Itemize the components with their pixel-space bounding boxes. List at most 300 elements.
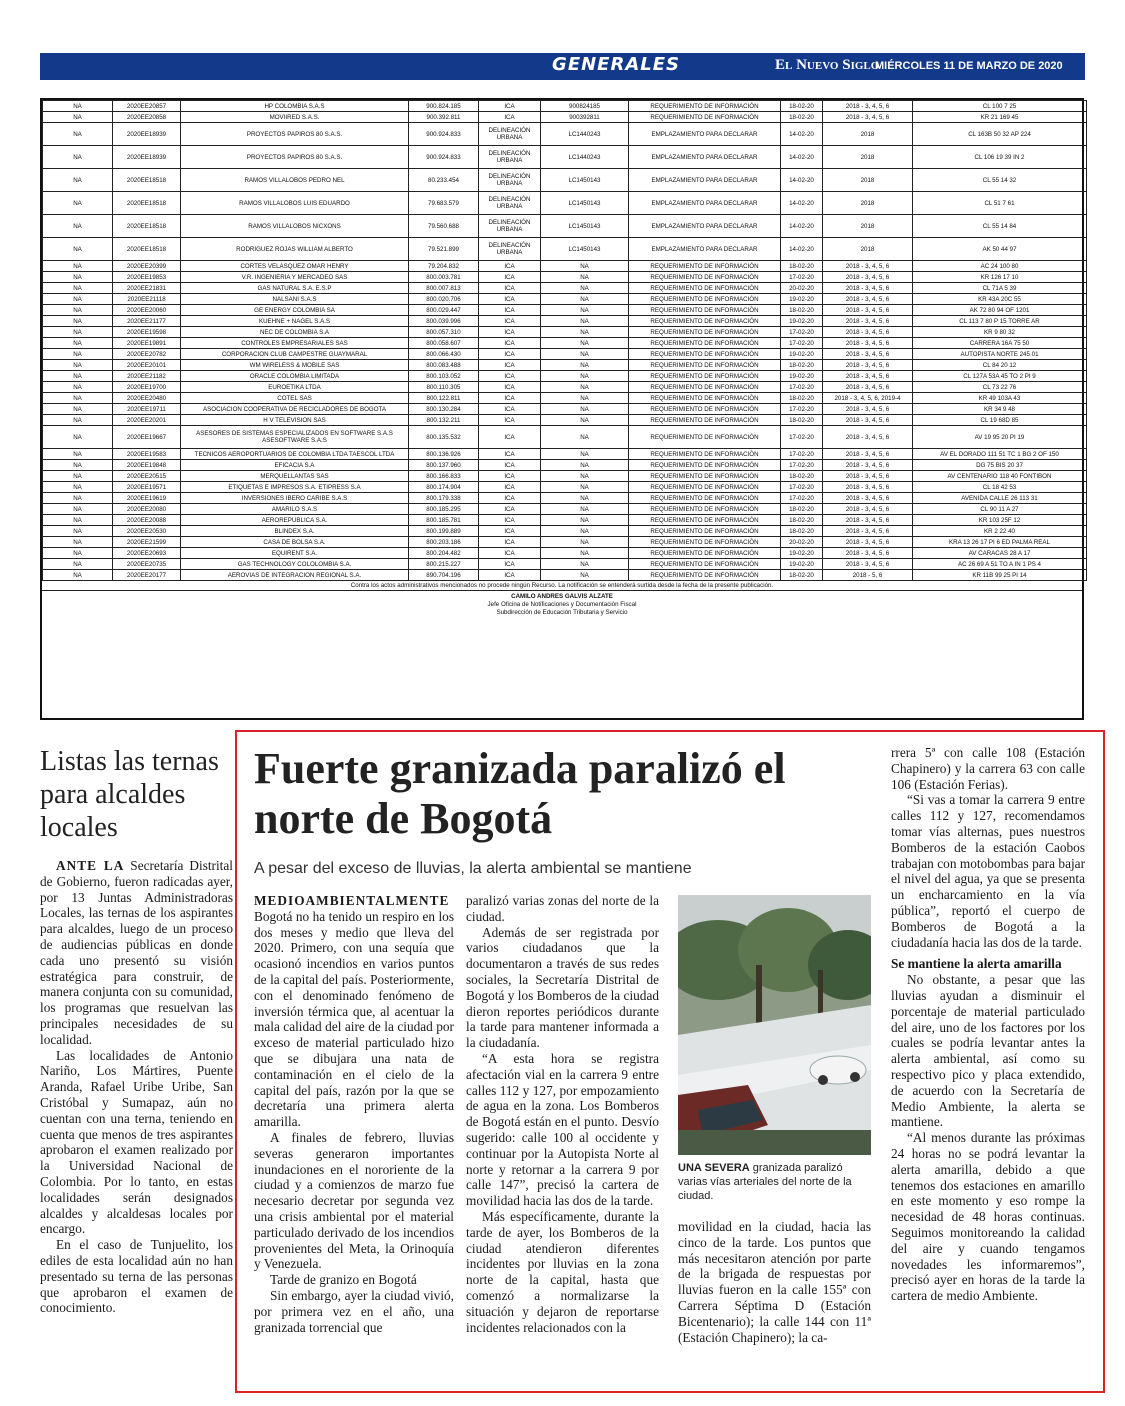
table-cell: 2020EE19700	[113, 382, 181, 393]
table-cell: TECNICOS AEROPORTUARIOS DE COLOMBIA LTDA TAESCOL LTDA	[181, 449, 409, 460]
table-cell: NA	[541, 360, 629, 371]
table-cell: NA	[43, 415, 113, 426]
table-cell: 2018 - 3, 4, 5, 6	[823, 112, 913, 123]
table-row	[43, 215, 1087, 238]
table-cell: NA	[43, 382, 113, 393]
table-cell: 2020EE18939	[113, 146, 181, 169]
table-row	[43, 327, 1087, 338]
table-cell: NA	[43, 548, 113, 559]
table-cell: 20-02-20	[781, 537, 823, 548]
table-cell: NA	[43, 349, 113, 360]
table-cell: 2018 - 3, 4, 5, 6	[823, 471, 913, 482]
table-cell: REQUERIMIENTO DE INFORMACIÓN	[629, 294, 781, 305]
table-cell: NA	[43, 526, 113, 537]
table-row	[43, 515, 1087, 526]
main-column-2	[466, 893, 659, 1335]
table-cell: 14-02-20	[781, 123, 823, 146]
table-cell: REQUERIMIENTO DE INFORMACIÓN	[629, 393, 781, 404]
table-row	[43, 261, 1087, 272]
table-cell: NA	[541, 283, 629, 294]
table-cell: 17-02-20	[781, 382, 823, 393]
table-cell: NA	[43, 559, 113, 570]
table-cell: LC1450143	[541, 192, 629, 215]
table-cell: 2018 - 3, 4, 5, 6	[823, 426, 913, 449]
table-row	[43, 404, 1087, 415]
main-paragraph-4: Sin embargo, ayer la ciudad vivió, por primera vez en el año, una granizada torrencial que	[254, 1287, 454, 1335]
table-cell: ICA	[479, 112, 541, 123]
table-cell: 2018 - 3, 4, 5, 6	[823, 449, 913, 460]
table-cell: EMPLAZAMIENTO PARA DECLARAR	[629, 169, 781, 192]
main-column-4	[891, 745, 1085, 1304]
table-cell: 14-02-20	[781, 215, 823, 238]
table-cell: EFICACIA S.A	[181, 460, 409, 471]
table-cell: NA	[541, 449, 629, 460]
table-cell: 2020EE20080	[113, 504, 181, 515]
page-number: 23A	[1085, 54, 1122, 76]
table-cell: LC1440243	[541, 123, 629, 146]
hailstorm-photo-graphic	[678, 895, 871, 1155]
table-row	[43, 393, 1087, 404]
photo-caption	[678, 1161, 871, 1203]
table-row	[43, 537, 1087, 548]
table-cell: NA	[43, 515, 113, 526]
table-cell: CL 18 42 53	[913, 482, 1087, 493]
table-cell: 2020EE20177	[113, 570, 181, 581]
side-paragraph-1: Secretaría Distrital de Gobierno, fueron radicadas ayer, por 13 Juntas Administradoras Locales, las ternas de los aspirantes para alcaldes, luego de un proceso de audiencias públicas en donde cada uno presentó su visión estratégica para construir, de manera conjunta con su comunidad, los programas que resuelvan las principales necesidades de su localidad.	[40, 858, 233, 1047]
table-row	[43, 415, 1087, 426]
table-row	[43, 349, 1087, 360]
table-cell: NA	[541, 305, 629, 316]
table-cell: REQUERIMIENTO DE INFORMACIÓN	[629, 526, 781, 537]
table-cell: 800.039.996	[409, 316, 479, 327]
table-cell: 800.185.295	[409, 504, 479, 515]
table-cell: 18-02-20	[781, 360, 823, 371]
table-cell: 2020EE20088	[113, 515, 181, 526]
table-cell: REQUERIMIENTO DE INFORMACIÓN	[629, 316, 781, 327]
table-cell: ICA	[479, 338, 541, 349]
table-cell: REQUERIMIENTO DE INFORMACIÓN	[629, 360, 781, 371]
table-cell: 900392811	[541, 112, 629, 123]
table-cell: REQUERIMIENTO DE INFORMACIÓN	[629, 426, 781, 449]
table-cell: 19-02-20	[781, 294, 823, 305]
table-cell: KR 2 22 40	[913, 526, 1087, 537]
table-cell: 800.179.338	[409, 493, 479, 504]
table-row	[43, 101, 1087, 112]
table-cell: KR 126 17 10	[913, 272, 1087, 283]
table-cell: 18-02-20	[781, 261, 823, 272]
main-paragraph-10: rrera 5ª con calle 108 (Estación Chapinero) y la carrera 63 con calle 106 (Estación Ferias).	[891, 745, 1085, 792]
table-cell: REQUERIMIENTO DE INFORMACIÓN	[629, 482, 781, 493]
table-cell: 17-02-20	[781, 460, 823, 471]
table-cell: 2020EE18518	[113, 215, 181, 238]
hailstorm-photo	[678, 895, 871, 1155]
table-cell: AEROVIAS DE INTEGRACION REGIONAL S.A.	[181, 570, 409, 581]
table-cell: 800.066.430	[409, 349, 479, 360]
table-cell: DELINEACIÓN URBANA	[479, 123, 541, 146]
table-cell: 79.204.832	[409, 261, 479, 272]
table-cell: REQUERIMIENTO DE INFORMACIÓN	[629, 404, 781, 415]
table-cell: 900824185	[541, 101, 629, 112]
table-cell: REQUERIMIENTO DE INFORMACIÓN	[629, 460, 781, 471]
table-cell: 800.057.310	[409, 327, 479, 338]
table-cell: 2018	[823, 238, 913, 261]
table-cell: COTEL SAS	[181, 393, 409, 404]
table-cell: AEROREPUBLICA S.A.	[181, 515, 409, 526]
table-row	[43, 238, 1087, 261]
table-cell: DELINEACIÓN URBANA	[479, 169, 541, 192]
table-cell: ICA	[479, 393, 541, 404]
table-cell: 2018 - 3, 4, 5, 6, 2019-4	[823, 393, 913, 404]
table-cell: REQUERIMIENTO DE INFORMACIÓN	[629, 272, 781, 283]
table-cell: 2020EE20857	[113, 101, 181, 112]
table-row	[43, 360, 1087, 371]
table-cell: 2018 - 3, 4, 5, 6	[823, 559, 913, 570]
table-cell: ASESORES DE SISTEMAS ESPECIALIZADOS EN SOFTWARE S.A.S ASESOFTWARE S.A.S	[181, 426, 409, 449]
table-cell: 800.137.960	[409, 460, 479, 471]
table-cell: 2020EE20858	[113, 112, 181, 123]
table-cell: EMPLAZAMIENTO PARA DECLARAR	[629, 146, 781, 169]
table-cell: REQUERIMIENTO DE INFORMACIÓN	[629, 515, 781, 526]
table-cell: NA	[43, 360, 113, 371]
table-cell: REQUERIMIENTO DE INFORMACIÓN	[629, 112, 781, 123]
table-cell: ICA	[479, 327, 541, 338]
table-row	[43, 112, 1087, 123]
table-cell: DG 75 BIS 20 37	[913, 460, 1087, 471]
table-cell: EQUIRENT S.A.	[181, 548, 409, 559]
table-row	[43, 192, 1087, 215]
table-cell: 2020EE21831	[113, 283, 181, 294]
table-cell: NA	[541, 570, 629, 581]
table-row	[43, 338, 1087, 349]
table-cell: REQUERIMIENTO DE INFORMACIÓN	[629, 371, 781, 382]
table-cell: KR 21 169 45	[913, 112, 1087, 123]
main-paragraph-12: No obstante, a pesar que las lluvias ayudan a disminuir el porcentaje de material particulado del aire, uno de los factores por los cuales se podría levantar antes la alerta ambiental, así como su respectivo pico y placa extendido, de acuerdo con la Secretaría de Medio Ambiente, la alerta se mantiene.	[891, 972, 1085, 1130]
table-cell: 17-02-20	[781, 426, 823, 449]
table-cell: HP COLOMBIA S.A.S	[181, 101, 409, 112]
table-cell: 18-02-20	[781, 471, 823, 482]
table-row	[43, 382, 1087, 393]
table-cell: AMARILO S.A.S	[181, 504, 409, 515]
table-cell: RAMOS VILLALOBOS PEDRO NEL	[181, 169, 409, 192]
table-cell: REQUERIMIENTO DE INFORMACIÓN	[629, 261, 781, 272]
table-cell: 2018 - 3, 4, 5, 6	[823, 482, 913, 493]
table-cell: REQUERIMIENTO DE INFORMACIÓN	[629, 504, 781, 515]
table-cell: 2020EE19711	[113, 404, 181, 415]
main-subhead: A pesar del exceso de lluvias, la alerta ambiental se mantiene	[254, 860, 692, 877]
table-cell: NA	[541, 338, 629, 349]
table-cell: NA	[43, 460, 113, 471]
table-cell: 2020EE18939	[113, 123, 181, 146]
table-cell: PROYECTOS PAPIROS 80 S.A.S.	[181, 146, 409, 169]
table-cell: 2018	[823, 123, 913, 146]
main-paragraph-7: “A esta hora se registra afectación vial en la carrera 9 entre calles 112 y 127, por empozamiento de agua en la zona. Los Bomberos de Bogotá están en el punto. Desvío sugerido: calle 100 al occidente y continuar por la Autopista Norte al norte y retornar a la carrera 9 por calle 147”, precisó la cartera de movilidad hacia las dos de la tarde.	[466, 1050, 659, 1209]
table-cell: 900.924.833	[409, 146, 479, 169]
table-cell: NA	[43, 493, 113, 504]
table-cell: NA	[43, 101, 113, 112]
table-cell: CL 84 20 12	[913, 360, 1087, 371]
main-paragraph-9: movilidad en la ciudad, hacia las cinco de la tarde. Los puntos que más necesitaron atención por parte de la brigada de respuestas por lluvias fueron en la calle 155ª con Carrera Séptima D (Estación Bicentenario); la calle 144 con 11ª (Estación Chapinero); la ca-	[678, 1219, 871, 1345]
table-row	[43, 559, 1087, 570]
table-cell: 2018 - 3, 4, 5, 6	[823, 415, 913, 426]
table-cell: 2020EE20735	[113, 559, 181, 570]
table-cell: 2020EE20515	[113, 471, 181, 482]
table-cell: ICA	[479, 294, 541, 305]
table-cell: 2020EE19853	[113, 272, 181, 283]
table-cell: CASA DE BOLSA S.A.	[181, 537, 409, 548]
table-cell: 800.132.211	[409, 415, 479, 426]
table-cell: REQUERIMIENTO DE INFORMACIÓN	[629, 537, 781, 548]
table-cell: CL 51 7 61	[913, 192, 1087, 215]
table-cell: ICA	[479, 272, 541, 283]
table-cell: 2018 - 3, 4, 5, 6	[823, 371, 913, 382]
table-cell: NA	[43, 471, 113, 482]
table-cell: DELINEACIÓN URBANA	[479, 215, 541, 238]
table-cell: NA	[43, 482, 113, 493]
table-cell: 18-02-20	[781, 112, 823, 123]
table-cell: KR 49 103A 43	[913, 393, 1087, 404]
table-cell: DELINEACIÓN URBANA	[479, 146, 541, 169]
table-cell: NA	[43, 112, 113, 123]
main-paragraph-8: Más específicamente, durante la tarde de ayer, los Bomberos de la ciudad atendieron diferentes incidentes por lluvias en la zona norte de la capital, hasta que comenzó a normalizarse la situación y dejaron de reportarse incidentes relacionados con la	[466, 1208, 659, 1335]
table-cell: NA	[43, 305, 113, 316]
table-cell: 18-02-20	[781, 526, 823, 537]
table-cell: NA	[43, 426, 113, 449]
table-cell: 14-02-20	[781, 192, 823, 215]
table-cell: 2020EE21118	[113, 294, 181, 305]
table-cell: AK 72 80 94 OF 1201	[913, 305, 1087, 316]
table-cell: 2018 - 3, 4, 5, 6	[823, 101, 913, 112]
table-cell: 900.392.811	[409, 112, 479, 123]
table-cell: LC1450143	[541, 238, 629, 261]
table-cell: 890.704.196	[409, 570, 479, 581]
table-cell: MERQUELLANTAS SAS	[181, 471, 409, 482]
table-cell: 900.924.833	[409, 123, 479, 146]
table-cell: 800.003.781	[409, 272, 479, 283]
section-name: GENERALES	[552, 54, 680, 75]
table-cell: NA	[43, 215, 113, 238]
table-row	[43, 371, 1087, 382]
table-cell: AC 24 100 80	[913, 261, 1087, 272]
table-cell: 2018 - 3, 4, 5, 6	[823, 338, 913, 349]
table-cell: 14-02-20	[781, 238, 823, 261]
table-cell: 800.166.833	[409, 471, 479, 482]
table-cell: 2018 - 3, 4, 5, 6	[823, 261, 913, 272]
table-cell: 2020EE19667	[113, 426, 181, 449]
table-cell: REQUERIMIENTO DE INFORMACIÓN	[629, 559, 781, 570]
table-cell: ICA	[479, 504, 541, 515]
table-cell: 17-02-20	[781, 272, 823, 283]
table-cell: 800.122.811	[409, 393, 479, 404]
table-cell: NA	[43, 404, 113, 415]
table-cell: REQUERIMIENTO DE INFORMACIÓN	[629, 349, 781, 360]
table-cell: 17-02-20	[781, 449, 823, 460]
table-cell: 2020EE19583	[113, 449, 181, 460]
table-cell: 18-02-20	[781, 305, 823, 316]
signature-role: Jefe Oficina de Notificaciones y Documentación Fiscal	[487, 601, 637, 608]
table-cell: 18-02-20	[781, 515, 823, 526]
table-cell: 800.136.926	[409, 449, 479, 460]
table-cell: NA	[541, 482, 629, 493]
table-cell: 2018 - 3, 4, 5, 6	[823, 515, 913, 526]
table-cell: LC1440243	[541, 146, 629, 169]
table-row	[43, 570, 1087, 581]
table-cell: NA	[541, 261, 629, 272]
table-cell: NA	[541, 559, 629, 570]
table-cell: 2018 - 3, 4, 5, 6	[823, 404, 913, 415]
table-cell: NA	[541, 426, 629, 449]
table-cell: NA	[43, 146, 113, 169]
notifications-table-frame	[40, 98, 1084, 720]
table-cell: ICA	[479, 283, 541, 294]
table-cell: 2018 - 3, 4, 5, 6	[823, 537, 913, 548]
table-cell: NA	[43, 316, 113, 327]
table-cell: NA	[43, 272, 113, 283]
table-cell: 18-02-20	[781, 570, 823, 581]
table-cell: 2020EE18518	[113, 169, 181, 192]
section-subheading: Se mantiene la alerta amarilla	[891, 956, 1062, 972]
table-cell: ICA	[479, 548, 541, 559]
table-cell: 14-02-20	[781, 169, 823, 192]
table-cell: NA	[541, 382, 629, 393]
table-cell: GAS NATURAL S.A. E.S.P	[181, 283, 409, 294]
table-cell: GE ENERGY COLOMBIA SA	[181, 305, 409, 316]
table-cell: 2020EE19571	[113, 482, 181, 493]
table-cell: 2020EE21177	[113, 316, 181, 327]
table-cell: AV EL DORADO 111 51 TC 1 BG 2 OF 150	[913, 449, 1087, 460]
table-cell: 800.130.284	[409, 404, 479, 415]
table-cell: LC1450143	[541, 169, 629, 192]
table-cell: RODRIGUEZ ROJAS WILLIAM ALBERTO	[181, 238, 409, 261]
table-cell: 2018 - 5, 6	[823, 570, 913, 581]
table-cell: 2020EE20530	[113, 526, 181, 537]
table-cell: 2018 - 3, 4, 5, 6	[823, 272, 913, 283]
table-cell: NA	[541, 493, 629, 504]
table-cell: ICA	[479, 101, 541, 112]
table-cell: NA	[541, 548, 629, 559]
table-cell: ICA	[479, 493, 541, 504]
table-cell: 2018 - 3, 4, 5, 6	[823, 305, 913, 316]
table-cell: EUROETIKA LTDA	[181, 382, 409, 393]
table-cell: DELINEACIÓN URBANA	[479, 192, 541, 215]
table-cell: ICA	[479, 371, 541, 382]
table-cell: REQUERIMIENTO DE INFORMACIÓN	[629, 449, 781, 460]
side-paragraph-3: En el caso de Tunjuelito, los ediles de esta localidad aún no han presentado su terna de las personas que aprobaron el examen de conocimiento.	[40, 1237, 233, 1316]
table-cell: NA	[541, 404, 629, 415]
table-row	[43, 146, 1087, 169]
main-headline: Fuerte granizada paralizó el norte de Bogotá	[254, 744, 786, 843]
table-cell: AUTOPISTA NORTE 245 01	[913, 349, 1087, 360]
main-paragraph-1: Bogotá no ha tenido un respiro en los dos meses y medio que lleva del 2020. Primero, con una sequía que ocasionó incendios en varios puntos de la capital del país. Posteriormente, con el denominado fenómeno de inversión térmica que, al acentuar la mala calidad del aire de la ciudad por exceso de material particulado hizo que se dibujara una nata de contaminación en el cielo de la capital del país, razón por la que se decretaría una primera alerta amarilla.	[254, 908, 454, 1130]
page-header	[40, 53, 1122, 80]
table-cell: 18-02-20	[781, 504, 823, 515]
table-cell: 2018 - 3, 4, 5, 6	[823, 327, 913, 338]
table-cell: CL 163B 50 32 AP 224	[913, 123, 1087, 146]
table-cell: CL 73 22 76	[913, 382, 1087, 393]
table-cell: NALSANI S.A.S	[181, 294, 409, 305]
signature-office: Subdirección de Educación Tributaria y Servicio	[496, 609, 628, 616]
table-cell: V.R. INGENIERIA Y MERCADEO SAS	[181, 272, 409, 283]
table-cell: 2020EE20201	[113, 415, 181, 426]
newspaper-name: El Nuevo Siglo	[775, 57, 880, 73]
table-cell: NA	[541, 371, 629, 382]
table-cell: 800.174.904	[409, 482, 479, 493]
notifications-table	[42, 100, 1087, 581]
table-cell: REQUERIMIENTO DE INFORMACIÓN	[629, 570, 781, 581]
table-cell: PROYECTOS PAPIROS 80 S.A.S.	[181, 123, 409, 146]
table-cell: 19-02-20	[781, 349, 823, 360]
caption-text: granizada paralizó varias vías arteriales del norte de la ciudad.	[678, 1162, 852, 1202]
table-body	[43, 101, 1087, 581]
table-cell: ICA	[479, 349, 541, 360]
table-cell: EMPLAZAMIENTO PARA DECLARAR	[629, 123, 781, 146]
table-cell: REQUERIMIENTO DE INFORMACIÓN	[629, 382, 781, 393]
table-cell: ASOCIACION COOPERATIVA DE RECICLADORES DE BOGOTA	[181, 404, 409, 415]
table-cell: REQUERIMIENTO DE INFORMACIÓN	[629, 548, 781, 559]
table-cell: NA	[43, 504, 113, 515]
table-note: Contra los actos administrativos mencionados no procede ningún Recurso. La notificación se entenderá surtida desde la fecha de la presente publicación.	[42, 581, 1082, 591]
table-cell: NA	[43, 537, 113, 548]
table-cell: 2018 - 3, 4, 5, 6	[823, 460, 913, 471]
issue-date: MIÉRCOLES 11 DE MARZO DE 2020	[875, 60, 1063, 72]
table-cell: NA	[43, 570, 113, 581]
table-cell: KR 11B 99 25 PI 14	[913, 570, 1087, 581]
table-cell: NA	[43, 294, 113, 305]
table-cell: 18-02-20	[781, 101, 823, 112]
table-cell: 2018 - 3, 4, 5, 6	[823, 294, 913, 305]
table-cell: NA	[43, 123, 113, 146]
table-cell: 2018	[823, 146, 913, 169]
table-cell: NA	[541, 526, 629, 537]
table-cell: KR 9 80 32	[913, 327, 1087, 338]
table-cell: RAMOS VILLALOBOS LUIS EDUARDO	[181, 192, 409, 215]
table-cell: 2018 - 3, 4, 5, 6	[823, 283, 913, 294]
main-paragraph-2: A finales de febrero, lluvias severas generaron importantes inundaciones en el nororiente de la ciudad y a comienzos de marzo fue necesario decretar por segunda vez una crisis ambiental por el material particulado derivado de los incendios provenientes del Meta, la Orinoquía y Venezuela.	[254, 1129, 454, 1272]
table-cell: 900.824.185	[409, 101, 479, 112]
table-cell: WM WIRELESS & MOBILE SAS	[181, 360, 409, 371]
table-cell: NA	[541, 272, 629, 283]
table-row	[43, 482, 1087, 493]
table-cell: 2018 - 3, 4, 5, 6	[823, 548, 913, 559]
table-cell: EMPLAZAMIENTO PARA DECLARAR	[629, 238, 781, 261]
table-cell: 2020EE19891	[113, 338, 181, 349]
table-cell: RAMOS VILLALOBOS NICXONS	[181, 215, 409, 238]
table-cell: 2018	[823, 215, 913, 238]
table-cell: KRA 13 26 17 PI 6 ED PALMA REAL	[913, 537, 1087, 548]
table-row	[43, 526, 1087, 537]
table-row	[43, 426, 1087, 449]
main-paragraph-3: Tarde de granizo en Bogotá	[270, 1272, 417, 1288]
table-cell: EMPLAZAMIENTO PARA DECLARAR	[629, 192, 781, 215]
table-cell: 2020EE19848	[113, 460, 181, 471]
table-cell: ICA	[479, 305, 541, 316]
table-cell: 2020EE20693	[113, 548, 181, 559]
table-row	[43, 123, 1087, 146]
table-cell: KR 34 9 48	[913, 404, 1087, 415]
table-cell: REQUERIMIENTO DE INFORMACIÓN	[629, 493, 781, 504]
table-cell: CONTROLES EMPRESARIALES SAS	[181, 338, 409, 349]
table-cell: 20-02-20	[781, 283, 823, 294]
table-cell: 2018 - 3, 4, 5, 6	[823, 349, 913, 360]
table-cell: 800.110.305	[409, 382, 479, 393]
table-cell: CL 19 68D 85	[913, 415, 1087, 426]
table-cell: NA	[541, 415, 629, 426]
table-cell: AVENIDA CALLE 26 113 31	[913, 493, 1087, 504]
main-column-1	[254, 893, 454, 1335]
main-column-3	[678, 1219, 871, 1345]
table-cell: KUEHNE + NAGEL S.A.S	[181, 316, 409, 327]
table-cell: ICA	[479, 570, 541, 581]
table-cell: 2018	[823, 169, 913, 192]
